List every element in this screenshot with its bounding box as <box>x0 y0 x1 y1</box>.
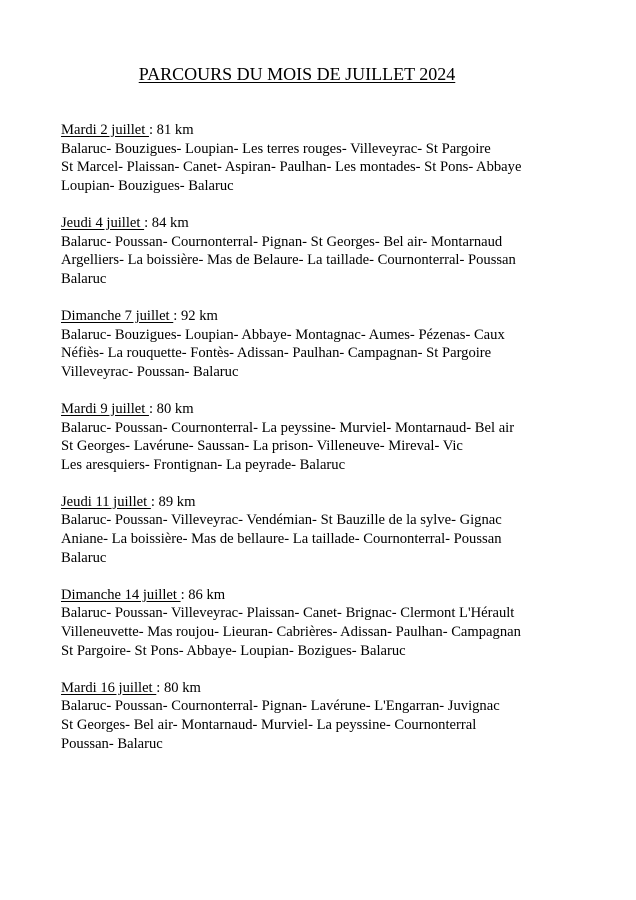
route-distance: : 92 km <box>173 307 218 324</box>
route-line: Villeveyrac- Poussan- Balaruc <box>61 363 239 380</box>
route-line: Balaruc- Poussan- Villeveyrac- Plaissan- Canet- Brignac- Clermont L'Hérault <box>61 605 515 622</box>
route-line: Poussan- Balaruc <box>61 735 163 752</box>
route-heading <box>61 493 631 512</box>
route-line: Balaruc <box>61 549 107 566</box>
route-line: Balaruc- Poussan- Cournonterral- Pignan- Lavérune- L'Engarran- Juvignac <box>61 698 500 715</box>
route-line: Balaruc <box>61 270 107 287</box>
route-line: Villeneuvette- Mas roujou- Lieuran- Cabrières- Adissan- Paulhan- Campagnan <box>61 624 521 641</box>
route-entry <box>61 493 631 567</box>
route-distance: : 86 km <box>180 586 226 603</box>
route-line: Balaruc- Poussan- Villeveyrac- Vendémian- St Bauzille de la sylve- Gignac <box>61 512 502 529</box>
route-date: Jeudi 4 juillet <box>61 214 145 231</box>
route-line: Argelliers- La boissière- Mas de Belaure- La taillade- Cournonterral- Poussan <box>61 252 516 269</box>
route-date: Dimanche 7 juillet <box>61 307 174 324</box>
route-entry <box>61 214 631 288</box>
route-line: Balaruc- Poussan- Cournonterral- La peyssine- Murviel- Montarnaud- Bel air <box>61 419 515 436</box>
route-line: St Georges- Lavérune- Saussan- La prison- Villeneuve- Mireval- Vic <box>61 438 463 455</box>
route-date: Dimanche 14 juillet <box>61 586 181 603</box>
route-line: St Pargoire- St Pons- Abbaye- Loupian- Bozigues- Balaruc <box>61 642 406 659</box>
route-line: Balaruc- Poussan- Cournonterral- Pignan- St Georges- Bel air- Montarnaud <box>61 233 503 250</box>
route-line: Balaruc- Bouzigues- Loupian- Abbaye- Montagnac- Aumes- Pézenas- Caux <box>61 326 505 343</box>
route-distance: : 80 km <box>148 400 194 417</box>
route-line: Loupian- Bouzigues- Balaruc <box>61 177 234 194</box>
route-heading <box>61 121 631 140</box>
route-entry <box>61 586 631 660</box>
route-line: Néfiès- La rouquette- Fontès- Adissan- Paulhan- Campagnan- St Pargoire <box>61 345 492 362</box>
route-entry <box>61 121 631 195</box>
route-date: Mardi 2 juillet <box>61 122 149 138</box>
route-line: Aniane- La boissière- Mas de bellaure- La taillade- Cournonterral- Poussan <box>61 531 502 548</box>
route-distance: : 84 km <box>144 214 189 231</box>
route-date: Mardi 16 juillet <box>61 679 157 696</box>
route-entry <box>61 307 631 381</box>
route-distance: : 80 km <box>156 679 201 696</box>
route-line: St Marcel- Plaissan- Canet- Aspiran- Paulhan- Les montades- St Pons- Abbaye <box>61 159 522 176</box>
route-line: St Georges- Bel air- Montarnaud- Murviel- La peyssine- Cournonterral <box>61 717 477 733</box>
route-date: Mardi 9 juillet <box>61 400 149 417</box>
route-heading <box>61 679 631 698</box>
route-heading <box>61 586 631 605</box>
route-distance: : 89 km <box>150 493 196 510</box>
route-list <box>61 121 631 772</box>
route-line: Balaruc- Bouzigues- Loupian- Les terres rouges- Villeveyrac- St Pargoire <box>61 140 491 157</box>
route-entry <box>61 400 631 474</box>
route-line: Les aresquiers- Frontignan- La peyrade- Balaruc <box>61 456 346 473</box>
route-distance: : 81 km <box>148 122 194 138</box>
route-heading <box>61 214 631 233</box>
route-entry <box>61 679 631 753</box>
route-heading <box>61 400 631 419</box>
route-heading <box>61 307 631 326</box>
route-date: Jeudi 11 juillet <box>61 493 151 510</box>
page-title: PARCOURS DU MOIS DE JUILLET 2024 <box>138 64 456 84</box>
